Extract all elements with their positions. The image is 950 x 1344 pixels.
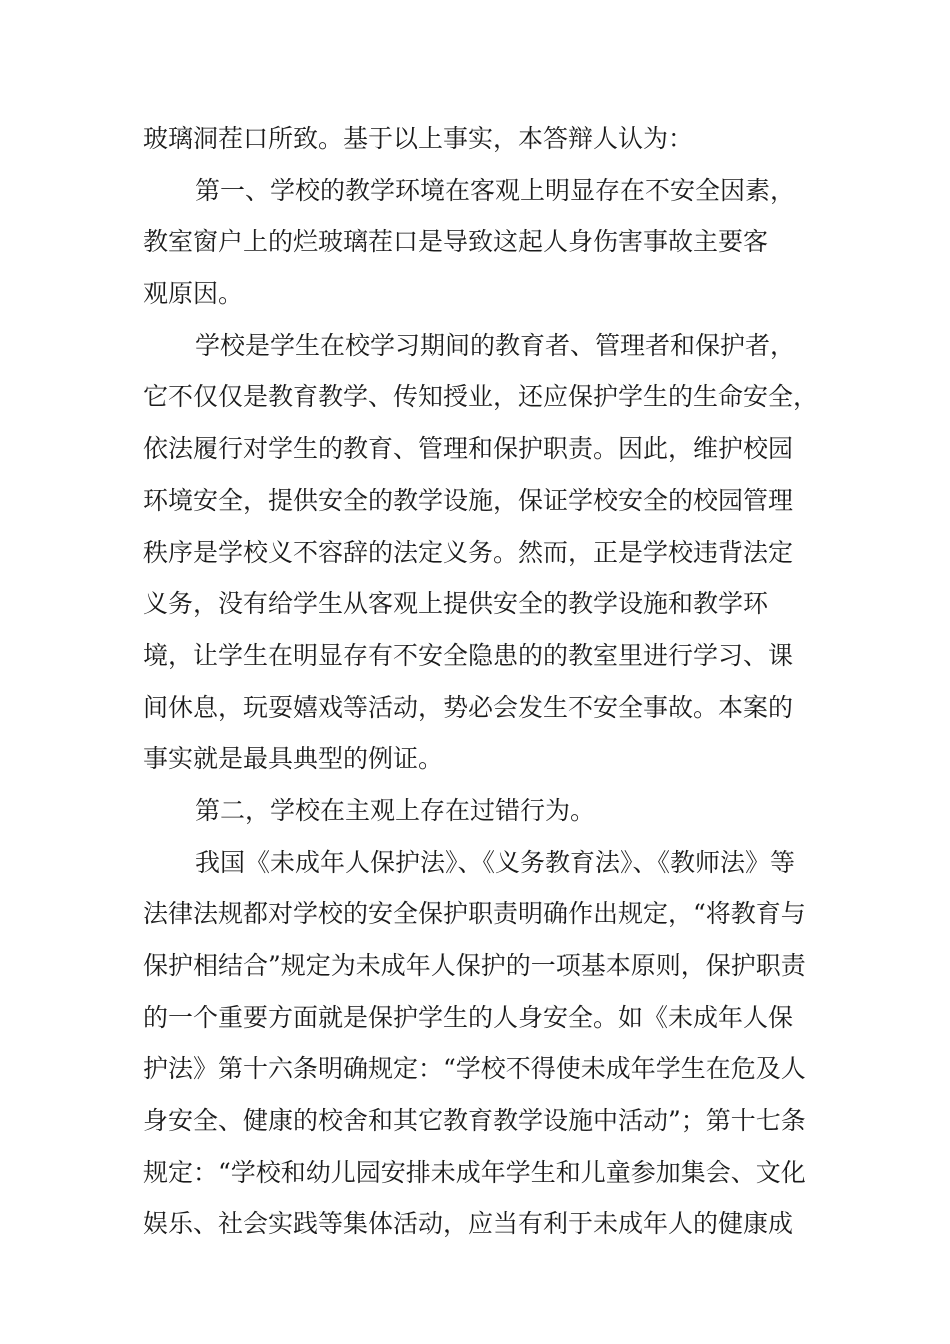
text-line: 间休息，玩耍嬉戏等活动，势必会发生不安全事故。本案的 bbox=[143, 692, 794, 722]
text-line: 娱乐、社会实践等集体活动，应当有利于未成年人的健康成 bbox=[143, 1209, 794, 1239]
document-body bbox=[143, 113, 843, 1250]
paragraph-first-line: 第一、学校的教学环境在客观上明显存在不安全因素， bbox=[195, 175, 796, 205]
text-line: 保护相结合”规定为未成年人保护的一项基本原则，保护职责 bbox=[143, 951, 806, 980]
text-line: 境，让学生在明显存有不安全隐患的的教室里进行学习、课 bbox=[143, 640, 794, 670]
text-line: 秩序是学校义不容辞的法定义务。然而，正是学校违背法定 bbox=[143, 537, 794, 567]
text-line: 环境安全，提供安全的教学设施，保证学校安全的校园管理 bbox=[143, 485, 794, 515]
text-line: 法律法规都对学校的安全保护职责明确作出规定，“将教育与 bbox=[143, 899, 806, 929]
text-line: 玻璃洞茬口所致。基于以上事实，本答辩人认为： bbox=[143, 124, 694, 153]
text-line: 观原因。 bbox=[143, 279, 244, 309]
text-line: 护法》第十六条明确规定：“学校不得使未成年学生在危及人 bbox=[143, 1054, 806, 1084]
text-line: 教室窗户上的烂玻璃茬口是导致这起人身伤害事故主要客 bbox=[143, 227, 769, 257]
text-line: 的一个重要方面就是保护学生的人身安全。如《未成年人保 bbox=[143, 1002, 794, 1032]
text-line: 义务，没有给学生从客观上提供安全的教学设施和教学环 bbox=[143, 589, 769, 619]
text-line: 事实就是最具典型的例证。 bbox=[143, 744, 444, 774]
paragraph-first-line: 第二，学校在主观上存在过错行为。 bbox=[195, 795, 596, 825]
text-line: 规定：“学校和幼儿园安排未成年学生和儿童参加集会、文化 bbox=[143, 1157, 806, 1187]
paragraph-first-line: 我国《未成年人保护法》、《义务教育法》、《教师法》等 bbox=[195, 847, 796, 877]
text-line: 它不仅仅是教育教学、传知授业，还应保护学生的生命安全， bbox=[143, 382, 819, 412]
text-line: 身安全、健康的校舍和其它教育教学设施中活动”；第十七条 bbox=[143, 1106, 806, 1136]
text-line: 依法履行对学生的教育、管理和保护职责。因此，维护校园 bbox=[143, 434, 794, 464]
paragraph-first-line: 学校是学生在校学习期间的教育者、管理者和保护者， bbox=[195, 330, 796, 360]
